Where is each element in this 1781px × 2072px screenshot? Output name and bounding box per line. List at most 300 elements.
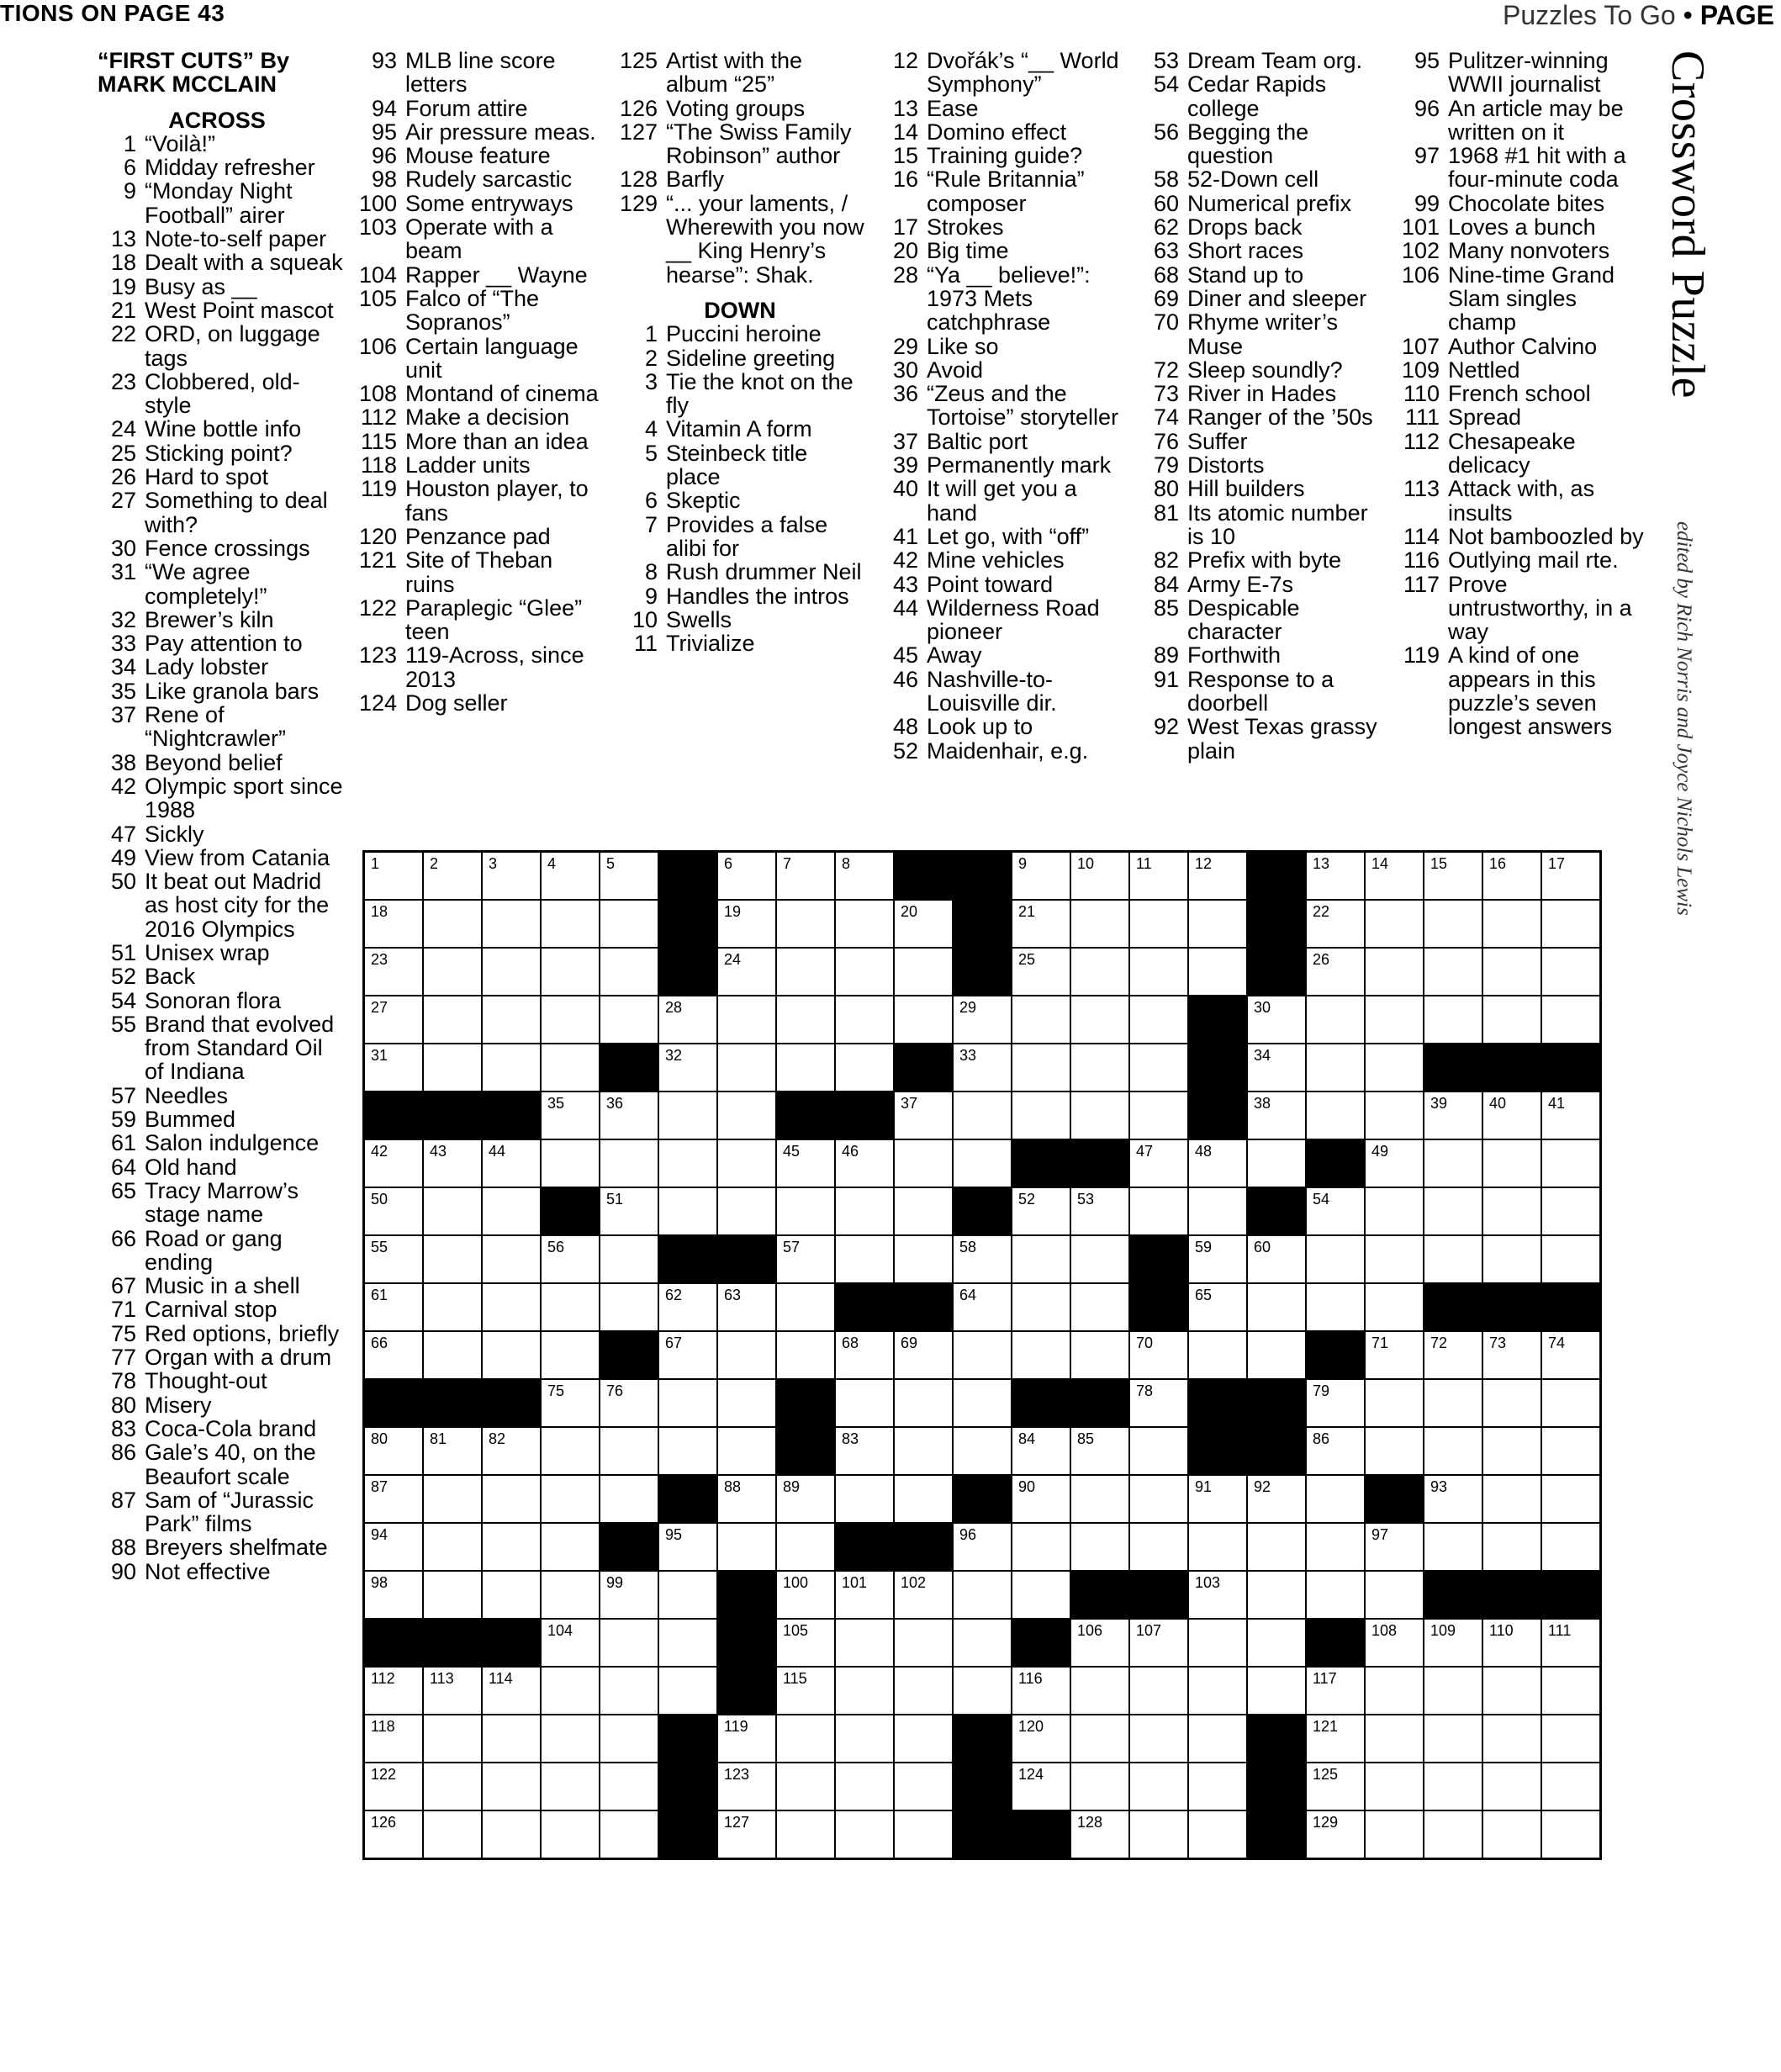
grid-cell[interactable]: [1365, 1810, 1424, 1859]
grid-cell[interactable]: [835, 852, 894, 901]
grid-cell[interactable]: [1365, 1715, 1424, 1763]
grid-cell[interactable]: [1070, 948, 1129, 996]
grid-cell[interactable]: [1012, 1235, 1070, 1283]
grid-cell[interactable]: [1188, 852, 1247, 901]
grid-cell[interactable]: [364, 1427, 424, 1475]
grid-cell[interactable]: [658, 1044, 717, 1092]
grid-cell[interactable]: [1129, 1044, 1188, 1092]
grid-cell[interactable]: [364, 996, 424, 1044]
grid-cell[interactable]: [1541, 996, 1601, 1044]
grid-cell[interactable]: [541, 1379, 600, 1427]
grid-cell[interactable]: [1365, 1763, 1424, 1810]
grid-cell[interactable]: [658, 1283, 717, 1331]
grid-cell[interactable]: [1188, 1331, 1247, 1379]
grid-cell[interactable]: [1070, 1810, 1129, 1859]
grid-cell[interactable]: [776, 1667, 835, 1715]
grid-cell[interactable]: [1129, 1667, 1188, 1715]
grid-cell[interactable]: [482, 1475, 541, 1523]
grid-cell[interactable]: [658, 1092, 717, 1139]
grid-cell[interactable]: [1129, 1427, 1188, 1475]
grid-cell[interactable]: [1482, 1667, 1541, 1715]
grid-cell[interactable]: [423, 1283, 482, 1331]
grid-cell[interactable]: [1012, 1763, 1070, 1810]
grid-cell[interactable]: [717, 1475, 776, 1523]
grid-cell[interactable]: [835, 1427, 894, 1475]
grid-cell[interactable]: [1012, 1283, 1070, 1331]
grid-cell[interactable]: [953, 1523, 1012, 1571]
grid-cell[interactable]: [541, 1619, 600, 1667]
grid-cell[interactable]: [482, 948, 541, 996]
grid-cell[interactable]: [600, 1379, 658, 1427]
grid-cell[interactable]: [1070, 1283, 1129, 1331]
grid-cell[interactable]: [541, 1235, 600, 1283]
grid-cell[interactable]: [717, 1044, 776, 1092]
grid-cell[interactable]: [894, 900, 953, 948]
grid-cell[interactable]: [1541, 1715, 1601, 1763]
grid-cell[interactable]: [1306, 1044, 1365, 1092]
grid-cell[interactable]: [1424, 1763, 1482, 1810]
grid-cell[interactable]: [658, 1139, 717, 1187]
grid-cell[interactable]: [776, 1475, 835, 1523]
grid-cell[interactable]: [1247, 1523, 1306, 1571]
grid-cell[interactable]: [1188, 1523, 1247, 1571]
grid-cell[interactable]: [1482, 1139, 1541, 1187]
grid-cell[interactable]: [894, 1667, 953, 1715]
grid-cell[interactable]: [776, 900, 835, 948]
grid-cell[interactable]: [1188, 1139, 1247, 1187]
grid-cell[interactable]: [482, 1763, 541, 1810]
grid-cell[interactable]: [717, 1763, 776, 1810]
grid-cell[interactable]: [776, 1187, 835, 1235]
grid-cell[interactable]: [1482, 1235, 1541, 1283]
grid-cell[interactable]: [541, 1571, 600, 1619]
grid-cell[interactable]: [1365, 1187, 1424, 1235]
grid-cell[interactable]: [894, 1092, 953, 1139]
grid-cell[interactable]: [482, 900, 541, 948]
grid-cell[interactable]: [1541, 1235, 1601, 1283]
grid-cell[interactable]: [600, 996, 658, 1044]
grid-cell[interactable]: [1541, 1379, 1601, 1427]
grid-cell[interactable]: [1424, 1139, 1482, 1187]
grid-cell[interactable]: [835, 996, 894, 1044]
grid-cell[interactable]: [1306, 1763, 1365, 1810]
grid-cell[interactable]: [658, 1667, 717, 1715]
grid-cell[interactable]: [541, 1667, 600, 1715]
grid-cell[interactable]: [1188, 1667, 1247, 1715]
grid-cell[interactable]: [894, 1235, 953, 1283]
grid-cell[interactable]: [894, 1619, 953, 1667]
grid-cell[interactable]: [1129, 1475, 1188, 1523]
grid-cell[interactable]: [1129, 900, 1188, 948]
grid-cell[interactable]: [1070, 1523, 1129, 1571]
grid-cell[interactable]: [894, 1379, 953, 1427]
grid-cell[interactable]: [1541, 1475, 1601, 1523]
grid-cell[interactable]: [364, 1571, 424, 1619]
grid-cell[interactable]: [1129, 1379, 1188, 1427]
grid-cell[interactable]: [1188, 1715, 1247, 1763]
grid-cell[interactable]: [1012, 1331, 1070, 1379]
grid-cell[interactable]: [541, 1715, 600, 1763]
grid-cell[interactable]: [1365, 1523, 1424, 1571]
grid-cell[interactable]: [1541, 900, 1601, 948]
grid-cell[interactable]: [600, 948, 658, 996]
grid-cell[interactable]: [658, 1571, 717, 1619]
grid-cell[interactable]: [953, 1235, 1012, 1283]
grid-cell[interactable]: [1365, 1283, 1424, 1331]
grid-cell[interactable]: [364, 1283, 424, 1331]
grid-cell[interactable]: [1247, 1283, 1306, 1331]
grid-cell[interactable]: [1129, 1715, 1188, 1763]
grid-cell[interactable]: [541, 1331, 600, 1379]
grid-cell[interactable]: [953, 996, 1012, 1044]
grid-cell[interactable]: [1070, 1235, 1129, 1283]
grid-cell[interactable]: [1424, 900, 1482, 948]
grid-cell[interactable]: [1129, 1139, 1188, 1187]
grid-cell[interactable]: [423, 1331, 482, 1379]
grid-cell[interactable]: [1129, 1187, 1188, 1235]
grid-cell[interactable]: [600, 1475, 658, 1523]
grid-cell[interactable]: [423, 1667, 482, 1715]
grid-cell[interactable]: [1365, 1092, 1424, 1139]
grid-cell[interactable]: [1012, 996, 1070, 1044]
grid-cell[interactable]: [541, 1810, 600, 1859]
grid-cell[interactable]: [1070, 1187, 1129, 1235]
grid-cell[interactable]: [1424, 1331, 1482, 1379]
grid-cell[interactable]: [835, 1619, 894, 1667]
grid-cell[interactable]: [1070, 1427, 1129, 1475]
grid-cell[interactable]: [1424, 1810, 1482, 1859]
grid-cell[interactable]: [1129, 1619, 1188, 1667]
grid-cell[interactable]: [953, 1044, 1012, 1092]
grid-cell[interactable]: [1129, 1810, 1188, 1859]
grid-cell[interactable]: [1188, 948, 1247, 996]
grid-cell[interactable]: [1306, 1235, 1365, 1283]
grid-cell[interactable]: [423, 996, 482, 1044]
grid-cell[interactable]: [1070, 1619, 1129, 1667]
grid-cell[interactable]: [364, 1715, 424, 1763]
grid-cell[interactable]: [1247, 1667, 1306, 1715]
grid-cell[interactable]: [776, 1139, 835, 1187]
grid-cell[interactable]: [1070, 900, 1129, 948]
grid-cell[interactable]: [953, 1427, 1012, 1475]
grid-cell[interactable]: [1306, 1523, 1365, 1571]
grid-cell[interactable]: [364, 900, 424, 948]
grid-cell[interactable]: [423, 1235, 482, 1283]
grid-cell[interactable]: [776, 1571, 835, 1619]
grid-cell[interactable]: [482, 1667, 541, 1715]
grid-cell[interactable]: [1365, 996, 1424, 1044]
grid-cell[interactable]: [1424, 1667, 1482, 1715]
grid-cell[interactable]: [1424, 1235, 1482, 1283]
grid-cell[interactable]: [894, 1475, 953, 1523]
grid-cell[interactable]: [717, 900, 776, 948]
grid-cell[interactable]: [1306, 1187, 1365, 1235]
grid-cell[interactable]: [1424, 1379, 1482, 1427]
grid-cell[interactable]: [953, 1139, 1012, 1187]
grid-cell[interactable]: [894, 1139, 953, 1187]
grid-cell[interactable]: [600, 1283, 658, 1331]
grid-cell[interactable]: [1541, 1187, 1601, 1235]
grid-cell[interactable]: [1541, 1331, 1601, 1379]
grid-cell[interactable]: [600, 1619, 658, 1667]
grid-cell[interactable]: [423, 1571, 482, 1619]
grid-cell[interactable]: [423, 1187, 482, 1235]
grid-cell[interactable]: [1070, 1331, 1129, 1379]
grid-cell[interactable]: [600, 1139, 658, 1187]
grid-cell[interactable]: [1129, 1763, 1188, 1810]
grid-cell[interactable]: [1365, 1619, 1424, 1667]
grid-cell[interactable]: [776, 948, 835, 996]
grid-cell[interactable]: [658, 1379, 717, 1427]
grid-cell[interactable]: [364, 1523, 424, 1571]
grid-cell[interactable]: [541, 996, 600, 1044]
grid-cell[interactable]: [1012, 1523, 1070, 1571]
grid-cell[interactable]: [1070, 852, 1129, 901]
grid-cell[interactable]: [835, 1044, 894, 1092]
grid-cell[interactable]: [1365, 948, 1424, 996]
grid-cell[interactable]: [1188, 900, 1247, 948]
grid-cell[interactable]: [835, 948, 894, 996]
grid-cell[interactable]: [1365, 1667, 1424, 1715]
grid-cell[interactable]: [1482, 1763, 1541, 1810]
grid-cell[interactable]: [600, 1763, 658, 1810]
grid-cell[interactable]: [1012, 1475, 1070, 1523]
grid-cell[interactable]: [776, 1235, 835, 1283]
grid-cell[interactable]: [1247, 1139, 1306, 1187]
grid-cell[interactable]: [1188, 1235, 1247, 1283]
grid-cell[interactable]: [717, 1810, 776, 1859]
grid-cell[interactable]: [423, 1427, 482, 1475]
grid-cell[interactable]: [953, 1571, 1012, 1619]
grid-cell[interactable]: [717, 1427, 776, 1475]
grid-cell[interactable]: [1129, 1092, 1188, 1139]
grid-cell[interactable]: [541, 1475, 600, 1523]
grid-cell[interactable]: [1482, 1092, 1541, 1139]
grid-cell[interactable]: [1070, 996, 1129, 1044]
grid-cell[interactable]: [1365, 1379, 1424, 1427]
grid-cell[interactable]: [1188, 1810, 1247, 1859]
grid-cell[interactable]: [894, 1763, 953, 1810]
grid-cell[interactable]: [1424, 996, 1482, 1044]
grid-cell[interactable]: [1247, 1619, 1306, 1667]
grid-cell[interactable]: [1188, 1763, 1247, 1810]
grid-cell[interactable]: [1129, 852, 1188, 901]
grid-cell[interactable]: [482, 1427, 541, 1475]
grid-cell[interactable]: [1482, 852, 1541, 901]
grid-cell[interactable]: [1306, 1810, 1365, 1859]
grid-cell[interactable]: [894, 996, 953, 1044]
grid-cell[interactable]: [1247, 996, 1306, 1044]
grid-cell[interactable]: [1070, 1044, 1129, 1092]
grid-cell[interactable]: [717, 1139, 776, 1187]
grid-cell[interactable]: [600, 1667, 658, 1715]
grid-cell[interactable]: [1188, 1283, 1247, 1331]
grid-cell[interactable]: [364, 948, 424, 996]
grid-cell[interactable]: [1482, 1427, 1541, 1475]
grid-cell[interactable]: [1482, 1187, 1541, 1235]
grid-cell[interactable]: [423, 1139, 482, 1187]
grid-cell[interactable]: [1306, 900, 1365, 948]
grid-cell[interactable]: [1482, 996, 1541, 1044]
grid-cell[interactable]: [482, 1187, 541, 1235]
grid-cell[interactable]: [600, 852, 658, 901]
grid-cell[interactable]: [776, 1283, 835, 1331]
grid-cell[interactable]: [1070, 1092, 1129, 1139]
grid-cell[interactable]: [482, 1331, 541, 1379]
grid-cell[interactable]: [894, 1187, 953, 1235]
grid-cell[interactable]: [423, 1523, 482, 1571]
grid-cell[interactable]: [1482, 1523, 1541, 1571]
grid-cell[interactable]: [600, 1235, 658, 1283]
grid-cell[interactable]: [541, 1427, 600, 1475]
grid-cell[interactable]: [364, 1810, 424, 1859]
grid-cell[interactable]: [600, 1427, 658, 1475]
grid-cell[interactable]: [1365, 852, 1424, 901]
grid-cell[interactable]: [600, 1187, 658, 1235]
grid-cell[interactable]: [1541, 1427, 1601, 1475]
grid-cell[interactable]: [953, 1283, 1012, 1331]
grid-cell[interactable]: [658, 1619, 717, 1667]
grid-cell[interactable]: [1424, 1092, 1482, 1139]
grid-cell[interactable]: [835, 1475, 894, 1523]
grid-cell[interactable]: [1247, 1235, 1306, 1283]
grid-cell[interactable]: [1365, 1571, 1424, 1619]
grid-cell[interactable]: [364, 1187, 424, 1235]
grid-cell[interactable]: [658, 1427, 717, 1475]
grid-cell[interactable]: [1012, 948, 1070, 996]
grid-cell[interactable]: [717, 1523, 776, 1571]
grid-cell[interactable]: [1306, 948, 1365, 996]
grid-cell[interactable]: [776, 1810, 835, 1859]
grid-cell[interactable]: [1482, 1379, 1541, 1427]
grid-cell[interactable]: [717, 996, 776, 1044]
grid-cell[interactable]: [364, 1667, 424, 1715]
grid-cell[interactable]: [482, 1044, 541, 1092]
grid-cell[interactable]: [1012, 1667, 1070, 1715]
grid-cell[interactable]: [776, 1331, 835, 1379]
grid-cell[interactable]: [364, 1139, 424, 1187]
grid-cell[interactable]: [1129, 996, 1188, 1044]
grid-cell[interactable]: [1365, 1331, 1424, 1379]
grid-cell[interactable]: [1306, 1092, 1365, 1139]
grid-cell[interactable]: [1247, 1331, 1306, 1379]
grid-cell[interactable]: [1541, 1139, 1601, 1187]
grid-cell[interactable]: [1365, 1139, 1424, 1187]
grid-cell[interactable]: [482, 852, 541, 901]
grid-cell[interactable]: [1424, 1523, 1482, 1571]
grid-cell[interactable]: [541, 1139, 600, 1187]
grid-cell[interactable]: [1188, 1475, 1247, 1523]
grid-cell[interactable]: [364, 1331, 424, 1379]
grid-cell[interactable]: [1070, 1667, 1129, 1715]
grid-cell[interactable]: [541, 1283, 600, 1331]
grid-cell[interactable]: [1129, 1523, 1188, 1571]
grid-cell[interactable]: [1424, 1187, 1482, 1235]
grid-cell[interactable]: [1424, 1427, 1482, 1475]
grid-cell[interactable]: [541, 900, 600, 948]
grid-cell[interactable]: [1365, 1044, 1424, 1092]
grid-cell[interactable]: [541, 1763, 600, 1810]
grid-cell[interactable]: [1541, 1092, 1601, 1139]
grid-cell[interactable]: [1424, 1475, 1482, 1523]
grid-cell[interactable]: [1306, 1715, 1365, 1763]
grid-cell[interactable]: [717, 1331, 776, 1379]
grid-cell[interactable]: [1365, 1427, 1424, 1475]
grid-cell[interactable]: [894, 1715, 953, 1763]
grid-cell[interactable]: [835, 1235, 894, 1283]
grid-cell[interactable]: [1482, 1619, 1541, 1667]
grid-cell[interactable]: [835, 1667, 894, 1715]
grid-cell[interactable]: [482, 1139, 541, 1187]
grid-cell[interactable]: [894, 1331, 953, 1379]
grid-cell[interactable]: [835, 1331, 894, 1379]
grid-cell[interactable]: [1188, 1571, 1247, 1619]
grid-cell[interactable]: [658, 996, 717, 1044]
grid-cell[interactable]: [1482, 900, 1541, 948]
grid-cell[interactable]: [1247, 1475, 1306, 1523]
grid-cell[interactable]: [1247, 1571, 1306, 1619]
grid-cell[interactable]: [953, 1331, 1012, 1379]
grid-cell[interactable]: [600, 1810, 658, 1859]
grid-cell[interactable]: [1541, 1763, 1601, 1810]
grid-cell[interactable]: [894, 1571, 953, 1619]
grid-cell[interactable]: [1129, 1331, 1188, 1379]
grid-cell[interactable]: [1306, 1427, 1365, 1475]
grid-cell[interactable]: [541, 1092, 600, 1139]
grid-cell[interactable]: [717, 852, 776, 901]
grid-cell[interactable]: [600, 1715, 658, 1763]
grid-cell[interactable]: [482, 1571, 541, 1619]
grid-cell[interactable]: [423, 1475, 482, 1523]
grid-cell[interactable]: [1482, 1715, 1541, 1763]
grid-cell[interactable]: [541, 852, 600, 901]
grid-cell[interactable]: [423, 852, 482, 901]
grid-cell[interactable]: [1482, 948, 1541, 996]
grid-cell[interactable]: [1541, 1810, 1601, 1859]
grid-cell[interactable]: [1012, 852, 1070, 901]
grid-cell[interactable]: [364, 1044, 424, 1092]
grid-cell[interactable]: [1306, 1379, 1365, 1427]
grid-cell[interactable]: [835, 1379, 894, 1427]
grid-cell[interactable]: [1424, 1715, 1482, 1763]
grid-cell[interactable]: [1012, 900, 1070, 948]
grid-cell[interactable]: [1247, 1044, 1306, 1092]
grid-cell[interactable]: [423, 900, 482, 948]
grid-cell[interactable]: [717, 1092, 776, 1139]
grid-cell[interactable]: [1129, 948, 1188, 996]
grid-cell[interactable]: [364, 1235, 424, 1283]
grid-cell[interactable]: [776, 1523, 835, 1571]
grid-cell[interactable]: [953, 1619, 1012, 1667]
grid-cell[interactable]: [776, 1763, 835, 1810]
grid-cell[interactable]: [1365, 900, 1424, 948]
grid-cell[interactable]: [1424, 1619, 1482, 1667]
grid-cell[interactable]: [1012, 1571, 1070, 1619]
grid-cell[interactable]: [1306, 1283, 1365, 1331]
grid-cell[interactable]: [953, 1092, 1012, 1139]
grid-cell[interactable]: [600, 900, 658, 948]
grid-cell[interactable]: [1247, 1092, 1306, 1139]
grid-cell[interactable]: [1012, 1715, 1070, 1763]
grid-cell[interactable]: [1306, 996, 1365, 1044]
grid-cell[interactable]: [1306, 852, 1365, 901]
grid-cell[interactable]: [1424, 852, 1482, 901]
grid-cell[interactable]: [1012, 1092, 1070, 1139]
grid-cell[interactable]: [1012, 1044, 1070, 1092]
grid-cell[interactable]: [835, 1810, 894, 1859]
grid-cell[interactable]: [364, 852, 424, 901]
grid-cell[interactable]: [541, 1044, 600, 1092]
